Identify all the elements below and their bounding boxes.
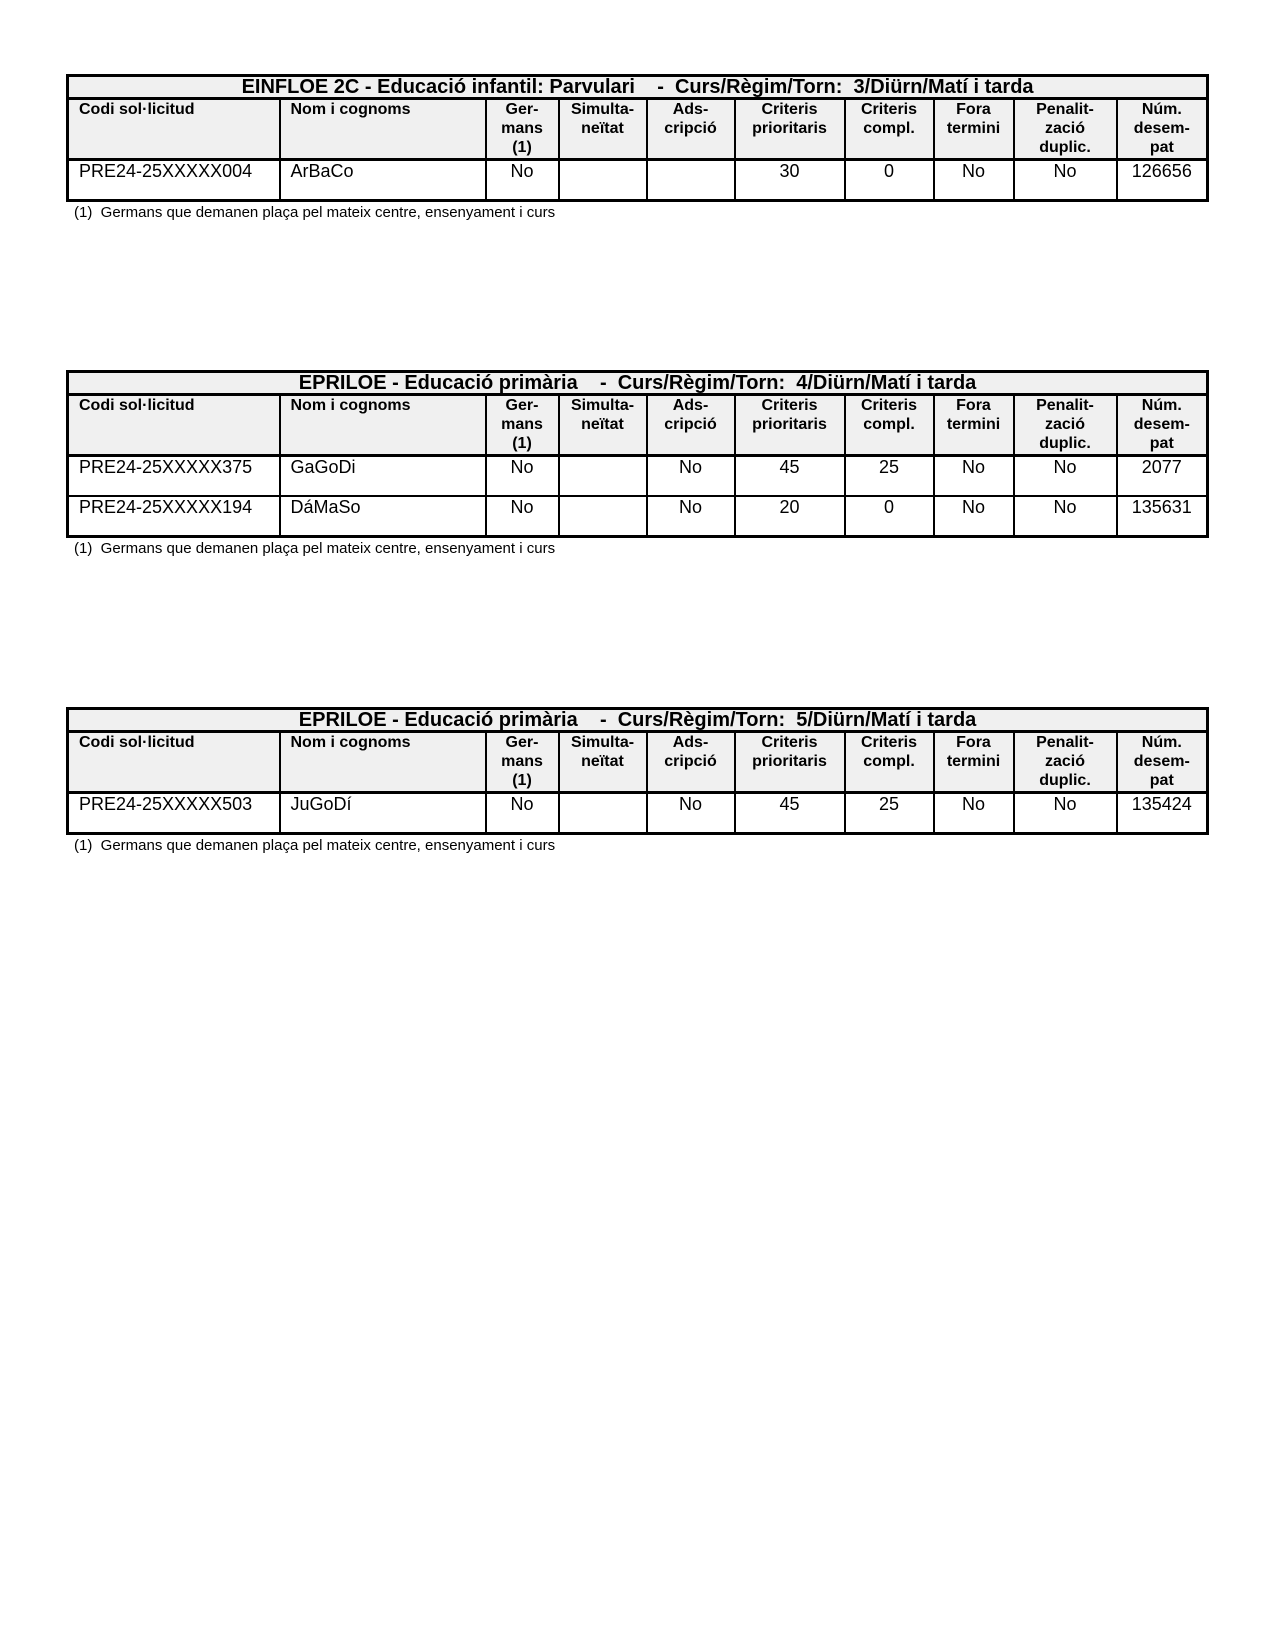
footnote: (1) Germans que demanen plaça pel mateix centre, ensenyament i curs [74,540,556,557]
table-title: EPRILOE - Educació primària - Curs/Règim/Torn: 5/Diürn/Matí i tarda [68,709,1208,732]
cell-num-desempat: 135631 [1117,496,1208,537]
cell-criteris-compl: 25 [845,793,934,834]
admission-table-epriloe-4 [66,370,1206,558]
results-table [66,370,1209,538]
cell-germans: No [486,793,559,834]
cell-germans: No [486,496,559,537]
cell-fora-termini: No [934,793,1014,834]
cell-penalitzacio: No [1014,793,1117,834]
col-header-penalitzacio: Penalit- zació duplic. [1014,395,1117,456]
col-header-codi: Codi sol·licitud [68,99,280,160]
cell-penalitzacio: No [1014,496,1117,537]
cell-criteris-compl: 0 [845,160,934,201]
results-table [66,707,1209,835]
cell-num-desempat: 2077 [1117,456,1208,497]
col-header-fora-termini: Fora termini [934,395,1014,456]
cell-adscripcio: No [647,456,735,497]
cell-codi: PRE24-25XXXXX194 [68,496,280,537]
table-title: EPRILOE - Educació primària - Curs/Règim/Torn: 4/Diürn/Matí i tarda [68,372,1208,395]
cell-penalitzacio: No [1014,456,1117,497]
col-header-germans: Ger- mans (1) [486,99,559,160]
col-header-num-desempat: Núm. desem- pat [1117,732,1208,793]
col-header-fora-termini: Fora termini [934,99,1014,160]
cell-fora-termini: No [934,160,1014,201]
cell-criteris-prioritaris: 30 [735,160,845,201]
cell-germans: No [486,456,559,497]
cell-criteris-compl: 25 [845,456,934,497]
col-header-nom: Nom i cognoms [280,395,486,456]
col-header-codi: Codi sol·licitud [68,732,280,793]
cell-adscripcio [647,160,735,201]
col-header-adscripcio: Ads- cripció [647,732,735,793]
cell-nom: DáMaSo [280,496,486,537]
col-header-nom: Nom i cognoms [280,99,486,160]
cell-criteris-prioritaris: 20 [735,496,845,537]
header-row [68,99,1208,160]
col-header-penalitzacio: Penalit- zació duplic. [1014,99,1117,160]
cell-adscripcio: No [647,793,735,834]
table-row [68,160,1208,201]
table-row [68,456,1208,497]
col-header-criteris-prioritaris: Criteris prioritaris [735,395,845,456]
cell-simultaneitat [559,160,647,201]
footnote: (1) Germans que demanen plaça pel mateix centre, ensenyament i curs [74,204,556,221]
col-header-germans: Ger- mans (1) [486,395,559,456]
cell-simultaneitat [559,456,647,497]
table-row [68,496,1208,537]
cell-nom: GaGoDi [280,456,486,497]
cell-nom: JuGoDí [280,793,486,834]
table-row [68,793,1208,834]
col-header-germans: Ger- mans (1) [486,732,559,793]
admission-table-epriloe-5 [66,707,1206,855]
cell-criteris-prioritaris: 45 [735,793,845,834]
cell-num-desempat: 135424 [1117,793,1208,834]
col-header-num-desempat: Núm. desem- pat [1117,99,1208,160]
col-header-criteris-compl: Criteris compl. [845,395,934,456]
footnote: (1) Germans que demanen plaça pel mateix centre, ensenyament i curs [74,837,556,854]
header-row [68,395,1208,456]
cell-criteris-prioritaris: 45 [735,456,845,497]
col-header-adscripcio: Ads- cripció [647,99,735,160]
table-title: EINFLOE 2C - Educació infantil: Parvulari - Curs/Règim/Torn: 3/Diürn/Matí i tarda [68,76,1208,99]
col-header-simultaneitat: Simulta- neïtat [559,732,647,793]
cell-penalitzacio: No [1014,160,1117,201]
cell-germans: No [486,160,559,201]
col-header-num-desempat: Núm. desem- pat [1117,395,1208,456]
cell-criteris-compl: 0 [845,496,934,537]
col-header-criteris-compl: Criteris compl. [845,99,934,160]
admission-table-einfloe-2c [66,74,1206,222]
col-header-simultaneitat: Simulta- neïtat [559,395,647,456]
cell-codi: PRE24-25XXXXX503 [68,793,280,834]
col-header-nom: Nom i cognoms [280,732,486,793]
header-row [68,732,1208,793]
col-header-adscripcio: Ads- cripció [647,395,735,456]
cell-fora-termini: No [934,456,1014,497]
cell-codi: PRE24-25XXXXX375 [68,456,280,497]
col-header-simultaneitat: Simulta- neïtat [559,99,647,160]
cell-num-desempat: 126656 [1117,160,1208,201]
col-header-penalitzacio: Penalit- zació duplic. [1014,732,1117,793]
results-table [66,74,1209,202]
cell-simultaneitat [559,793,647,834]
cell-fora-termini: No [934,496,1014,537]
cell-codi: PRE24-25XXXXX004 [68,160,280,201]
col-header-criteris-prioritaris: Criteris prioritaris [735,732,845,793]
cell-adscripcio: No [647,496,735,537]
col-header-criteris-prioritaris: Criteris prioritaris [735,99,845,160]
col-header-codi: Codi sol·licitud [68,395,280,456]
col-header-criteris-compl: Criteris compl. [845,732,934,793]
col-header-fora-termini: Fora termini [934,732,1014,793]
cell-simultaneitat [559,496,647,537]
cell-nom: ArBaCo [280,160,486,201]
